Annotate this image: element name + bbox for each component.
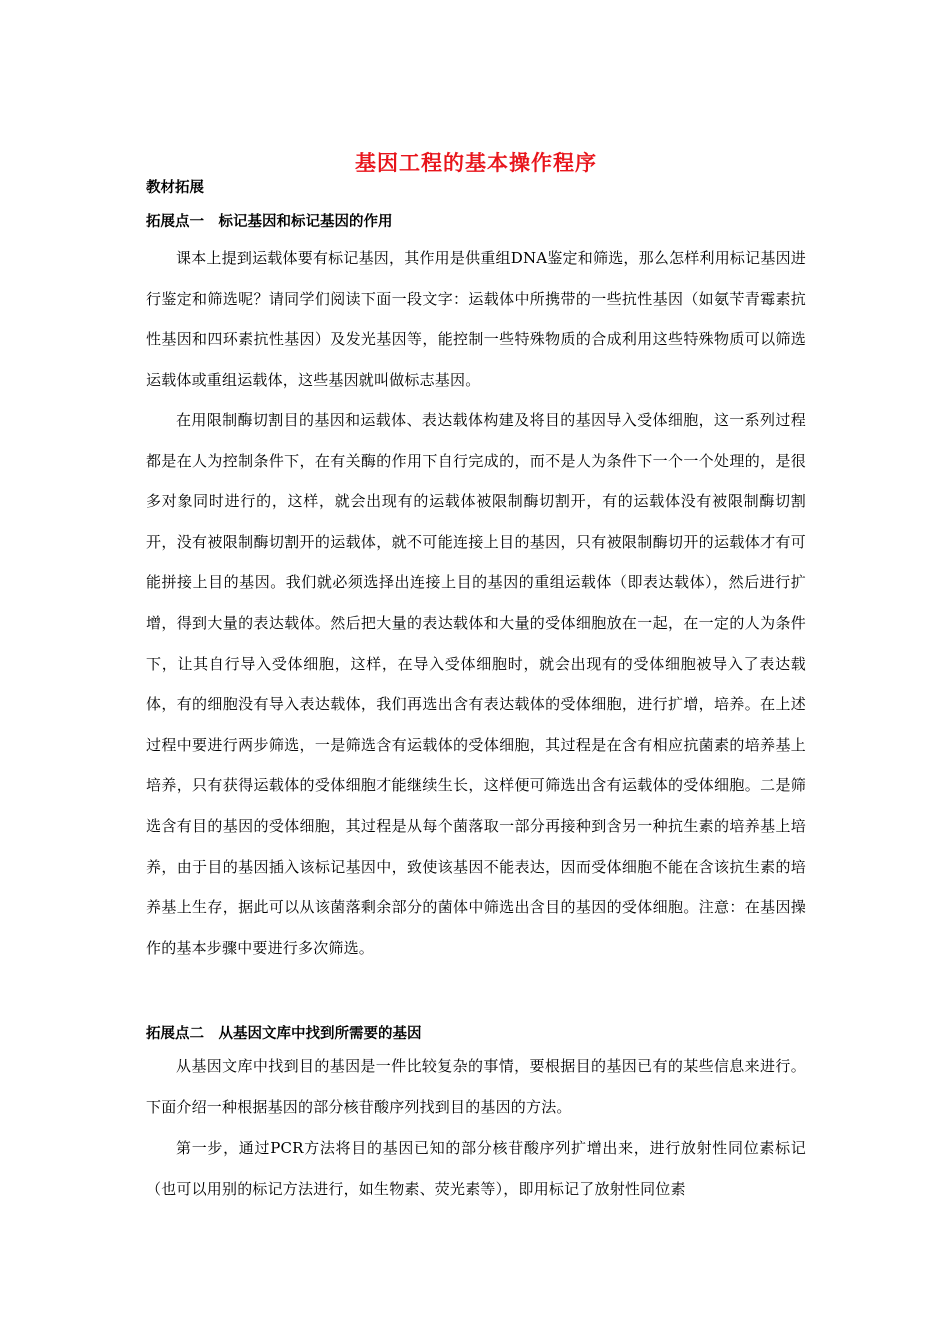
paragraph-step-one: 第一步，通过PCR方法将目的基因已知的部分核苷酸序列扩增出来，进行放射性同位素标记（也可以用别的标记方法进行，如生物素、荧光素等），即用标记了放射性同位素: [146, 1139, 806, 1198]
paragraph-screening-process: 在用限制酶切割目的基因和运载体、表达载体构建及将目的基因导入受体细胞，这一系列过程都是在人为控制条件下，在有关酶的作用下自行完成的，而不是人为条件下一个一个处理的，是很多对象同时进行的，这样，就会出现有的运载体被限制酶切割开，有的运载体没有被限制酶切割开，没有被限制酶切割开的运载体，就不可能连接上目的基因，只有被限制酶切开的运载体才有可能拼接上目的基因。我们就必须选择出连接上目的基因的重组运载体（即表达载体），然后进行扩增，得到大量的表达载体。然后把大量的表达载体和大量的受体细胞放在一起，在一定的人为条件下，让其自行导入受体细胞，这样，在导入受体细胞时，就会出现有的受体细胞被导入了表达载体，有的细胞没有导入表达载体，我们再选出含有表达载体的受体细胞，进行扩增，培养。在上述过程中要进行两步筛选，一是筛选含有运载体的受体细胞，其过程是在含有相应抗菌素的培养基上培养，只有获得运载体的受体细胞才能继续生长，这样便可筛选出含有运载体的受体细胞。二是筛选含有目的基因的受体细胞，其过程是从每个菌落取一部分再接种到含另一种抗生素的培养基上培养，由于目的基因插入该标记基因中，致使该基因不能表达，因而受体细胞不能在含该抗生素的培养基上生存，据此可以从该菌落剩余部分的菌体中筛选出含目的基因的受体细胞。注意：在基因操作的基本步骤中要进行多次筛选。: [146, 411, 806, 957]
paragraph-gene-library-intro: 从基因文库中找到目的基因是一件比较复杂的事情，要根据目的基因已有的某些信息来进行。下面介绍一种根据基因的部分核苷酸序列找到目的基因的方法。: [146, 1057, 806, 1116]
heading-extension-point-1: 拓展点一 标记基因和标记基因的作用: [146, 214, 393, 230]
paragraph-marker-gene-intro: 课本上提到运载体要有标记基因，其作用是供重组DNA鉴定和筛选，那么怎样利用标记基因进行鉴定和筛选呢？请同学们阅读下面一段文字：运载体中所携带的一些抗性基因（如氨苄青霉素抗性基因和四环素抗性基因）及发光基因等，能控制一些特殊物质的合成利用这些特殊物质可以筛选运载体或重组运载体，这些基因就叫做标志基因。: [146, 249, 806, 389]
section-label: 教材拓展: [146, 180, 204, 196]
heading-extension-point-2: 拓展点二 从基因文库中找到所需要的基因: [146, 1026, 422, 1042]
document-title: 基因工程的基本操作程序: [355, 151, 597, 175]
